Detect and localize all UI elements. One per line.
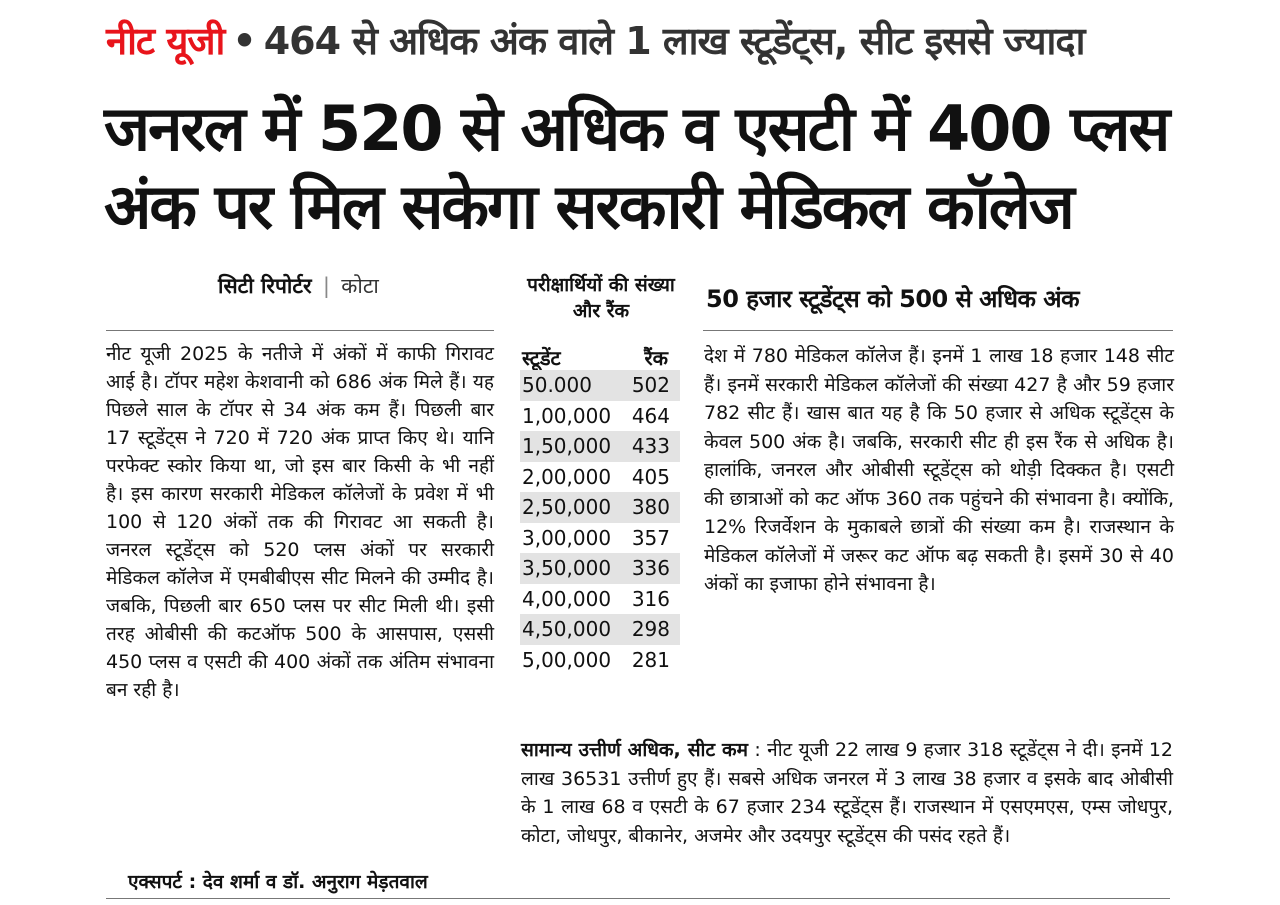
rank-row [520,584,680,615]
rank-value: 405 [631,464,670,489]
kicker-bullet: • [232,19,256,63]
rank-students: 50.000 [522,373,592,397]
left-column-body: नीट यूजी 2025 के नतीजे में अंकों में काफी गिरावट आई है। टॉपर महेश केशवानी को 686 अंक मिले हैं। यह पिछले साल के टॉपर से 34 अंक कम हैं। पिछली बार 17 स्टूडेंट्स ने 720 में 720 अंक प्राप्त किए थे। यानि परफेक्ट स्कोर किया था, जो इस बार किसी के भी नहीं है। इस कारण सरकारी मेडिकल कॉलेजों के प्रवेश में भी 100 से 120 अंकों तक की गिरावट आ सकती है। जनरल स्टूडेंट्स को 520 प्लस अंकों पर सरकारी मेडिकल कॉलेज में एमबीबीएस सीट मिलने की उम्मीद है। जबकि, पिछली बार 650 प्लस पर सीट मिली थी। इसी तरह ओबीसी की कटऑफ 500 के आसपास, एससी 450 प्लस व एसटी की 400 अंकों तक अंतिम संभावना बन रही है। [106,343,494,701]
rank-row [520,462,680,493]
headline-line-1: जनरल में 520 से अधिक व एसटी में 400 प्लस [104,92,1169,165]
rank-row [520,523,680,554]
divider-right [703,330,1173,331]
rank-row [520,614,680,645]
rank-students: 4,50,000 [522,617,612,641]
rank-box-title: परीक्षार्थियों की संख्या और रैंक [527,274,675,322]
bottom-section [521,736,1173,850]
rank-students: 2,00,000 [522,464,612,489]
rank-row [520,553,680,584]
rank-students: 2,50,000 [522,495,612,519]
bottom-colon: : [747,739,768,761]
rank-students: 3,00,000 [522,525,612,550]
rank-col-rank: रैंक [644,346,668,370]
divider-bottom [106,898,1170,899]
rank-value: 281 [631,647,670,672]
bottom-body-text: नीट यूजी 22 लाख 9 हजार 318 स्टूडेंट्स ने दी। इनमें 12 लाख 36531 उत्तीर्ण हुए हैं। सबसे अधिक जनरल में 3 लाख 38 हजार व इसके बाद ओबीसी के 1 लाख 68 व एसटी के 67 हजार 234 स्टूडेंट्स हैं। राजस्थान में एसएमएस, एम्स जोधपुर, कोटा, जोधपुर, बीकानेर, अजमेर और उदयपुर स्टूडेंट्स की पसंद रहते हैं। [521,739,1174,847]
rank-value: 433 [631,434,670,458]
rank-value: 380 [631,495,670,519]
rank-value: 464 [631,403,670,428]
byline-city: कोटा [341,274,379,298]
kicker-text: 464 से अधिक अंक वाले 1 लाख स्टूडेंट्स, सीट इससे ज्यादा [263,19,1085,63]
rank-students: 1,00,000 [522,403,612,428]
rank-students: 1,50,000 [522,434,612,458]
right-subheading: 50 हजार स्टूडेंट्स को 500 से अधिक अंक [706,285,1080,313]
byline [218,272,379,300]
byline-reporter: सिटी रिपोर्टर [218,274,312,298]
rank-col-students: स्टूडेंट [522,346,561,370]
expert-credit: एक्सपर्ट : देव शर्मा व डॉ. अनुराग मेड़तवाल [128,871,428,893]
byline-separator: | [322,274,330,298]
rank-value: 336 [631,556,670,580]
rank-row [520,431,680,462]
divider-left [106,330,494,331]
rank-value: 502 [631,373,670,397]
rank-value: 357 [631,525,670,550]
rank-row [520,370,680,401]
headline [104,90,1264,246]
headline-line-2: अंक पर मिल सकेगा सरकारी मेडिकल कॉलेज [104,170,1073,243]
rank-value: 298 [631,617,670,641]
rank-row [520,645,680,676]
rank-value: 316 [631,586,670,611]
rank-students: 3,50,000 [522,556,612,580]
kicker-line [106,14,1266,74]
rank-row [520,401,680,432]
rank-table [520,370,680,675]
rank-students: 4,00,000 [522,586,612,611]
rank-students: 5,00,000 [522,647,612,672]
bottom-lead: सामान्य उत्तीर्ण अधिक, सीट कम [521,739,748,761]
rank-row [520,492,680,523]
kicker-label: नीट यूजी [106,19,225,63]
right-column-body: देश में 780 मेडिकल कॉलेज हैं। इनमें 1 लाख 18 हजार 148 सीट हैं। इनमें सरकारी मेडिकल कॉलेजों की संख्या 427 है और 59 हजार 782 सीट हैं। खास बात यह है कि 50 हजार से अधिक स्टूडेंट्स के केवल 500 अंक है। जबकि, सरकारी सीट ही इस रैंक से अधिक है। हालांकि, जनरल और ओबीसी स्टूडेंट्स को थोड़ी दिक्कत है। एसटी की छात्राओं को कट ऑफ 360 तक पहुंचने की संभावना है। क्योंकि, 12% रिजर्वेशन के मुकाबले छात्रों की संख्या कम है। राजस्थान के मेडिकल कॉलेजों में जरूर कट ऑफ बढ़ सकती है। इसमें 30 से 40 अंकों का इजाफा होने संभावना है। [704,345,1174,595]
